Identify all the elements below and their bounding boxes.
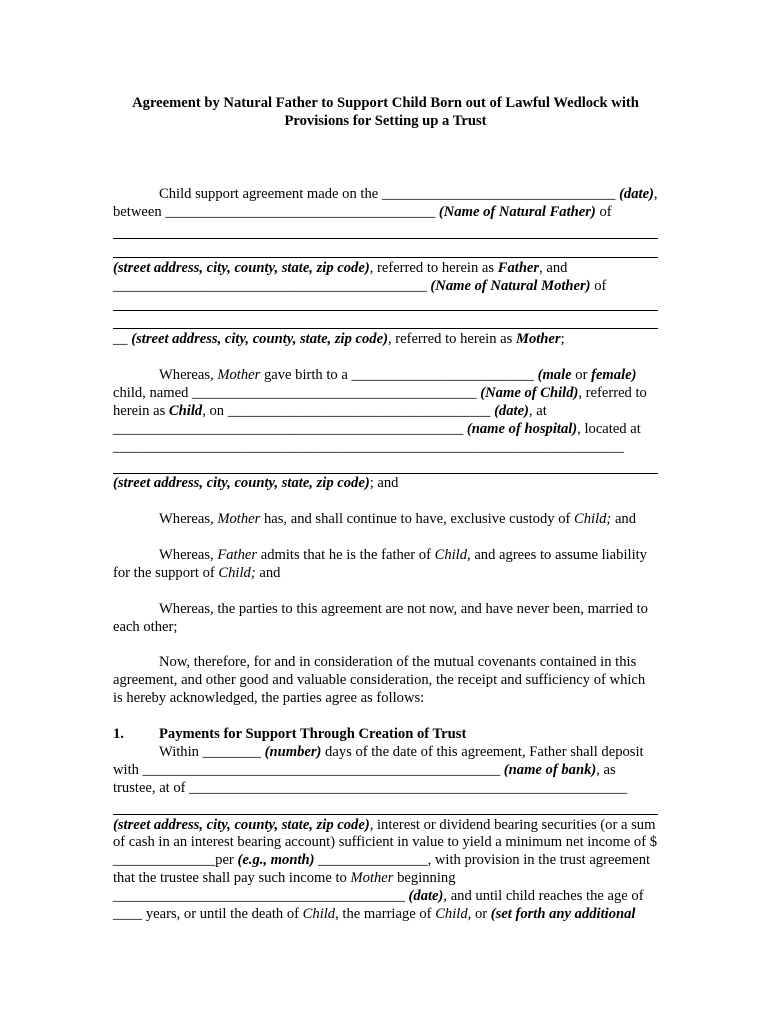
text-run: , located at ______________________________________________________________________	[113, 420, 641, 455]
text-run: , referred to herein as	[369, 259, 498, 276]
text-run: Within ________	[159, 743, 265, 760]
text-run: (street address, city, county, state, zip code)	[113, 259, 370, 276]
text-run: Father	[497, 259, 540, 276]
text-run: (Name of Natural Father)	[438, 203, 596, 220]
blank-line	[113, 798, 658, 815]
text-run: Child;	[218, 564, 256, 581]
blank-line	[113, 222, 658, 239]
birth-paragraph	[113, 367, 658, 457]
text-run: (street address, city, county, state, zip code)	[131, 331, 388, 348]
text-run: (set forth any additional	[490, 906, 636, 923]
text-run: Whereas,	[159, 511, 218, 528]
text-run: days of the date of this agreement, Father shall deposit with _________________________________________________	[113, 743, 644, 778]
text-run: Child	[434, 547, 468, 563]
birth-address-paragraph	[113, 475, 658, 493]
text-run: Whereas, the parties to this agreement are not now, and have never been, married to each other;	[113, 600, 648, 635]
section-1-heading	[113, 726, 658, 744]
text-run: has, and shall continue to have, exclusive custody of	[260, 511, 574, 528]
intro-paragraph	[113, 186, 658, 222]
text-run: , between _____________________________________	[113, 186, 658, 220]
text-run: of	[590, 277, 607, 294]
text-run: Child	[302, 906, 336, 923]
text-run: (male	[537, 366, 572, 383]
text-run: and	[611, 511, 637, 528]
title-line-1: Agreement by Natural Father to Support Child Born out of Lawful Wedlock with	[132, 95, 639, 111]
blank-line	[113, 457, 658, 474]
admits-paragraph	[113, 547, 658, 583]
custody-paragraph	[113, 511, 658, 529]
text-run: , and ___________________________________________	[113, 259, 568, 294]
text-run: (Name of Child)	[480, 384, 579, 401]
document-page	[113, 94, 658, 924]
blank-line	[113, 313, 658, 329]
text-run: __	[113, 331, 132, 348]
text-run: (date)	[619, 186, 654, 202]
blank-line	[113, 295, 658, 311]
trust-paragraph	[113, 817, 658, 924]
blank-line	[113, 241, 658, 258]
text-run: (street address, city, county, state, zip code)	[113, 475, 370, 492]
text-run: Whereas,	[159, 547, 218, 563]
text-run: , or	[467, 906, 491, 923]
title-line-2: Provisions for Setting up a Trust	[284, 113, 487, 129]
therefore-paragraph	[113, 654, 658, 708]
text-run: , the marriage of	[335, 906, 436, 923]
text-run: Whereas,	[159, 366, 218, 383]
text-run: Child	[435, 906, 468, 923]
text-run: Father	[217, 547, 258, 563]
section-1-number: 1.	[113, 726, 124, 743]
text-run: , as trustee, at of ____________________________________________________________	[113, 761, 627, 796]
text-run: and	[255, 564, 281, 581]
text-run: , on ____________________________________	[202, 402, 495, 419]
text-run: of	[595, 203, 612, 220]
text-run: or	[571, 366, 592, 383]
text-run: (name of bank)	[503, 761, 597, 778]
text-run: _______________, with provision in the trust agreement that the trustee shall pay such income to	[113, 852, 651, 887]
text-run: , and agrees to assume liability for the support of	[113, 547, 647, 581]
text-run: child, named _______________________________________	[113, 384, 481, 401]
father-address-paragraph	[113, 260, 658, 296]
within-paragraph	[113, 744, 658, 798]
text-run: gave birth to a _________________________	[260, 366, 538, 383]
text-run: (number)	[264, 743, 322, 760]
text-run: Mother	[217, 511, 261, 528]
married-paragraph	[113, 601, 658, 637]
text-run: ;	[560, 331, 565, 348]
text-run: Mother	[515, 331, 561, 348]
text-run: Child support agreement made on the ________________________________	[159, 186, 620, 202]
section-1-title: Payments for Support Through Creation of Trust	[159, 726, 467, 743]
mother-address-paragraph	[113, 331, 658, 349]
text-run: female)	[591, 366, 637, 383]
text-run: , interest or dividend bearing securities (or a sum of cash in an interest bearing account) sufficient in value to yield a minimum net income of $ ______________per	[113, 816, 657, 869]
text-run: , at ________________________________________________	[113, 402, 547, 437]
text-run: admits that he is the father of	[257, 547, 435, 563]
text-run: beginning ________________________________________	[113, 870, 456, 905]
text-run: , referred to herein as	[387, 331, 516, 348]
text-run: , referred to herein as	[113, 384, 647, 419]
text-run: Mother	[217, 366, 261, 383]
text-run: (Name of Natural Mother)	[430, 277, 591, 294]
text-run: (name of hospital)	[466, 420, 578, 437]
text-run: Mother	[350, 870, 394, 887]
text-run: ; and	[369, 475, 399, 492]
text-run: (street address, city, county, state, zip code)	[113, 816, 370, 833]
text-run: (e.g., month)	[237, 852, 315, 869]
document-title	[113, 94, 658, 130]
text-run: , and until child reaches the age of ____ years, or until the death of	[113, 888, 644, 923]
text-run: (date)	[494, 402, 529, 419]
text-run: Child	[168, 402, 203, 419]
text-run: (date)	[408, 888, 444, 905]
text-run: Child;	[574, 511, 612, 528]
text-run: Now, therefore, for and in consideration of the mutual covenants contained in this agreement, and other good and valuable consideration, the receipt and sufficiency of which is hereby acknowledged, the parties agree as follows:	[113, 654, 646, 707]
